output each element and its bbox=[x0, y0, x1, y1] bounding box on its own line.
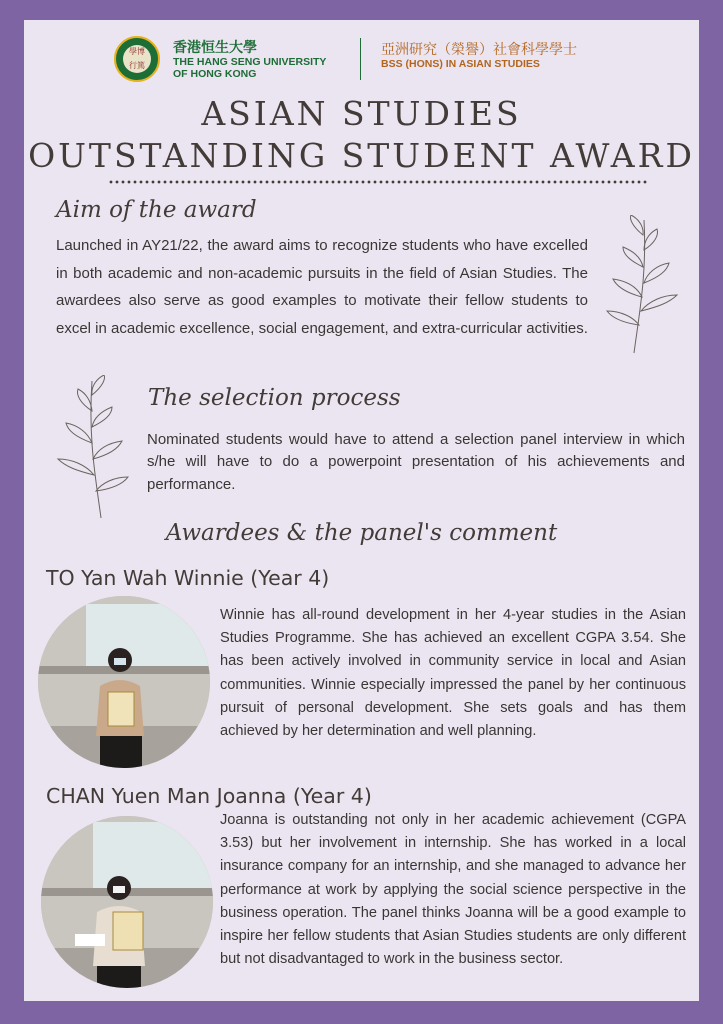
awardee-photo bbox=[38, 596, 210, 768]
logo-emblem: 學博 行篤 bbox=[123, 45, 151, 73]
awardee-photo bbox=[41, 816, 213, 988]
aim-text: Launched in AY21/22, the award aims to recognize students who have excelled in both academic and non-academic pursuits in the field of Asian Studies. The awardees also serve as good examples to motivate their fellow students to excel in academic excellence, social engagement, and extra-curricular activities. bbox=[56, 237, 588, 337]
awardee-name: TO Yan Wah Winnie (Year 4) bbox=[46, 566, 330, 590]
awardees-heading: Awardees & the panel's comment bbox=[165, 520, 558, 546]
programme-name-en: BSS (HONS) IN ASIAN STUDIES bbox=[381, 58, 540, 70]
selection-text: Nominated students would have to attend a selection panel interview in which s/he will have to do a powerpoint presentation of his achievements and performance. bbox=[147, 431, 685, 493]
university-name-zh: 香港恒生大學 bbox=[173, 40, 257, 56]
title-line2: OUTSTANDING STUDENT AWARD bbox=[28, 136, 695, 175]
university-name-en-line1: THE HANG SENG UNIVERSITY bbox=[173, 56, 327, 68]
aim-heading: Aim of the award bbox=[56, 197, 257, 223]
university-logo bbox=[114, 36, 160, 82]
selection-heading: The selection process bbox=[148, 385, 401, 411]
award-poster bbox=[24, 20, 699, 1001]
awardee-name: CHAN Yuen Man Joanna (Year 4) bbox=[46, 784, 372, 808]
awardee-comment: Winnie has all-round development in her 4-year studies in the Asian Studies Programme. She has achieved an excellent CGPA 3.54. She has been actively involved in community service in local and Asian communities. Winnie especially impressed the panel by her continuous pursuit of personal development. She sets goals and has them achieved by her determination and well planning. bbox=[220, 607, 686, 740]
leaf-branch-icon bbox=[46, 375, 136, 520]
title-line1: ASIAN STUDIES bbox=[201, 94, 522, 133]
leaf-branch-icon bbox=[599, 215, 689, 355]
programme-name-zh: 亞洲研究（榮譽）社會科學學士 bbox=[381, 42, 577, 58]
header-divider bbox=[360, 38, 361, 80]
header bbox=[110, 36, 670, 86]
dotted-divider bbox=[108, 180, 648, 184]
university-name-en-line2: OF HONG KONG bbox=[173, 68, 257, 80]
awardee-comment: Joanna is outstanding not only in her academic achievement (CGPA 3.53) but her involvement in internship. She has worked in a local insurance company for an internship, and she managed to advance her performance at work by applying the social science perspective in the business operation. The panel thinks Joanna will be a good example to inspire her fellow students that Asian Studies students are only different but not disadvantaged to work in the business sector. bbox=[220, 812, 686, 968]
